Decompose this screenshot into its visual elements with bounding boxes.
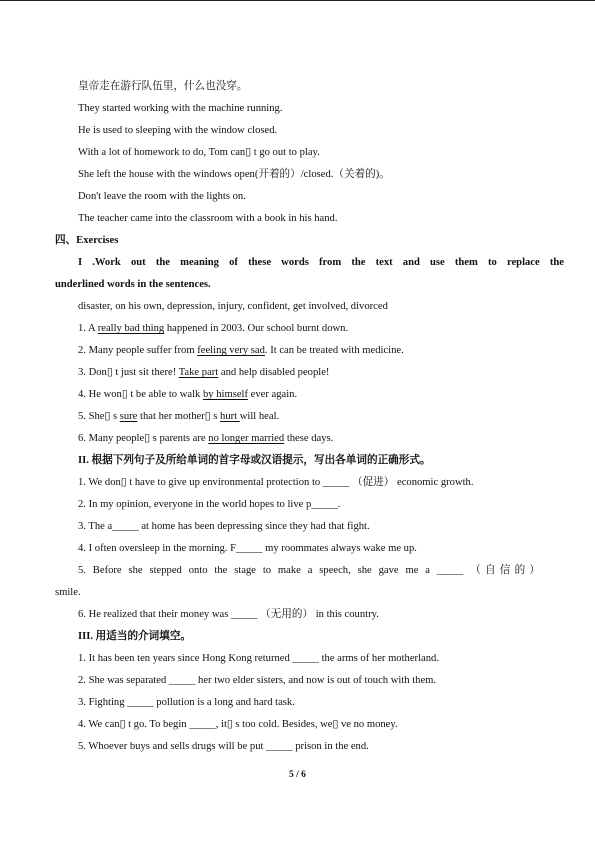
exercise-item: 3. Fighting _____ pollution is a long and hard task. — [78, 697, 295, 708]
example-sentence: With a lot of homework to do, Tom can▯ t go out to play. — [78, 147, 320, 158]
underlined-phrase: feeling very sad — [197, 345, 265, 356]
exercise-item: 6. Many people▯ s parents are no longer married these days. — [78, 433, 334, 444]
top-rule — [0, 0, 595, 1]
example-sentence: They started working with the machine running. — [78, 103, 283, 114]
exercise-item: 6. He realized that their money was _____ （无用的） in this country. — [78, 609, 379, 620]
exercise-item: 5. Whoever buys and sells drugs will be put _____ prison in the end. — [78, 741, 369, 752]
exercise-item: 5. Before she stepped onto the stage to make a speech, she gave me a _____ （自信的） — [78, 565, 540, 576]
exercise-item: 3. The a_____ at home has been depressing since they had that fight. — [78, 521, 370, 532]
example-sentence: Don't leave the room with the lights on. — [78, 191, 246, 202]
exercise-item: 5. She▯ s sure that her mother▯ s hurt will heal. — [78, 411, 280, 422]
exercise-item: 2. Many people suffer from feeling very sad. It can be treated with medicine. — [78, 345, 404, 356]
underlined-phrase: by himself — [202, 389, 249, 400]
example-sentence: She left the house with the windows open(开着的）/closed.（关着的)。 — [78, 169, 390, 180]
exercise-item: 4. We can▯ t go. To begin _____, it▯ s too cold. Besides, we▯ ve no money. — [78, 719, 398, 730]
part2-heading: II. 根据下列句子及所给单词的首字母或汉语提示，写出各单词的正确形式。 — [78, 455, 431, 466]
example-sentence: He is used to sleeping with the window closed. — [78, 125, 278, 136]
exercise-item-cont: smile. — [55, 587, 81, 598]
exercise-item: 4. I often oversleep in the morning. F_____ my roommates always wake me up. — [78, 543, 417, 554]
exercise-item: 2. In my opinion, everyone in the world hopes to live p_____. — [78, 499, 341, 510]
section-title: 四、Exercises — [55, 235, 119, 246]
exercise-item: 2. She was separated _____ her two elder sisters, and now is out of touch with them. — [78, 675, 437, 686]
part1-heading: I .Work out the meaning of these words from the text and use them to replace the — [78, 257, 564, 268]
part3-heading: III. 用适当的介词填空。 — [78, 631, 192, 642]
exercise-item: 1. It has been ten years since Hong Kong returned _____ the arms of her motherland. — [78, 653, 439, 664]
exercise-item: 4. He won▯ t be able to walk by himself ever again. — [78, 389, 298, 400]
underlined-phrase: hurt — [220, 411, 240, 422]
underlined-phrase: no longer married — [208, 433, 285, 444]
page-number: 5 / 6 — [289, 770, 306, 780]
exercise-item: 1. We don▯ t have to give up environmental protection to _____ （促进） economic growth. — [78, 477, 474, 488]
example-sentence: The teacher came into the classroom with a book in his hand. — [78, 213, 338, 224]
exercise-item: 3. Don▯ t just sit there! Take part and help disabled people! — [78, 367, 330, 378]
exercise-item: 1. A really bad thing happened in 2003. Our school burnt down. — [78, 323, 349, 334]
example-sentence: 皇帝走在游行队伍里，什么也没穿。 — [78, 81, 248, 92]
underlined-phrase: sure — [119, 411, 138, 422]
word-bank: disaster, on his own, depression, injury, confident, get involved, divorced — [78, 301, 388, 312]
part1-heading-cont: underlined words in the sentences. — [55, 279, 211, 290]
underlined-phrase: Take part — [178, 367, 219, 378]
underlined-phrase: really bad thing — [97, 323, 165, 334]
